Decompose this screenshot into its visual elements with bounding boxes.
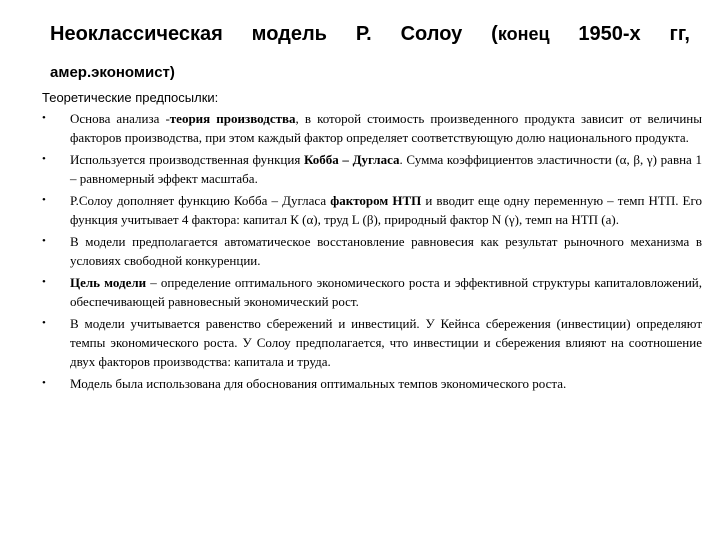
list-item	[42, 232, 702, 270]
bullet-icon: •	[42, 112, 46, 124]
title-end: 1950-х гг,	[549, 23, 690, 45]
slide-subtitle: амер.экономист)	[50, 64, 175, 81]
item-text: В модели учитывается равенство сбережений и инвестиций. У Кейнса сбережения (инвестиции) определяют темпы экономического роста. У Солоу предполагается, что инвестиции и сбережения влияют на соотношение двух факторов производства: капитала и труда.	[70, 316, 702, 369]
emphasis-text: фактором НТП	[330, 193, 422, 208]
bullet-list	[42, 109, 702, 393]
bullet-icon: •	[42, 153, 46, 165]
bullet-icon: •	[42, 194, 46, 206]
list-item	[42, 191, 702, 229]
content-body	[42, 89, 702, 396]
bullet-icon: •	[42, 235, 46, 247]
bullet-icon: •	[42, 317, 46, 329]
title-small: конец	[497, 24, 550, 44]
emphasis-text: Кобба – Дугласа	[303, 152, 400, 167]
slide-title	[50, 22, 690, 46]
item-text: Основа анализа -	[70, 111, 170, 126]
emphasis-text: теория производства	[169, 111, 296, 126]
list-item	[42, 273, 702, 311]
title-main: Неоклассическая модель Р. Солоу (	[50, 23, 498, 45]
list-item	[42, 150, 702, 188]
bullet-icon: •	[42, 377, 46, 389]
emphasis-text: Цель модели	[70, 275, 147, 290]
list-item	[42, 374, 702, 393]
item-text: . Сумма коэффициентов эластичности (α, β, γ) равна 1 – равномерный эффект масштаба.	[70, 152, 702, 186]
item-text: Используется производственная функция	[70, 152, 304, 167]
item-text: , в которой стоимость произведенного продукта зависит от величины факторов производства, при этом каждый фактор определяет соответствующую долю национального продукта.	[70, 111, 702, 145]
item-text: Р.Солоу дополняет функцию Кобба – Дугласа	[70, 193, 331, 208]
item-text: Модель была использована для обоснования оптимальных темпов экономического роста.	[70, 376, 567, 391]
section-heading: Теоретические предпосылки:	[42, 90, 219, 105]
list-item	[42, 109, 702, 147]
item-text: В модели предполагается автоматическое восстановление равновесия как результат рыночного механизма в условиях свободной конкуренции.	[70, 234, 702, 268]
item-text: и вводит еще одну переменную – темп НТП. Его функция учитывает 4 фактора: капитал К (α), труд L (β), природный фактор N (γ), темп на НТП (a).	[70, 193, 703, 227]
bullet-icon: •	[42, 276, 46, 288]
list-item	[42, 314, 702, 371]
item-text: – определение оптимального экономического роста и эффективной структуры капиталовложений, обеспечивающей равновесный экономический рост.	[70, 275, 702, 309]
